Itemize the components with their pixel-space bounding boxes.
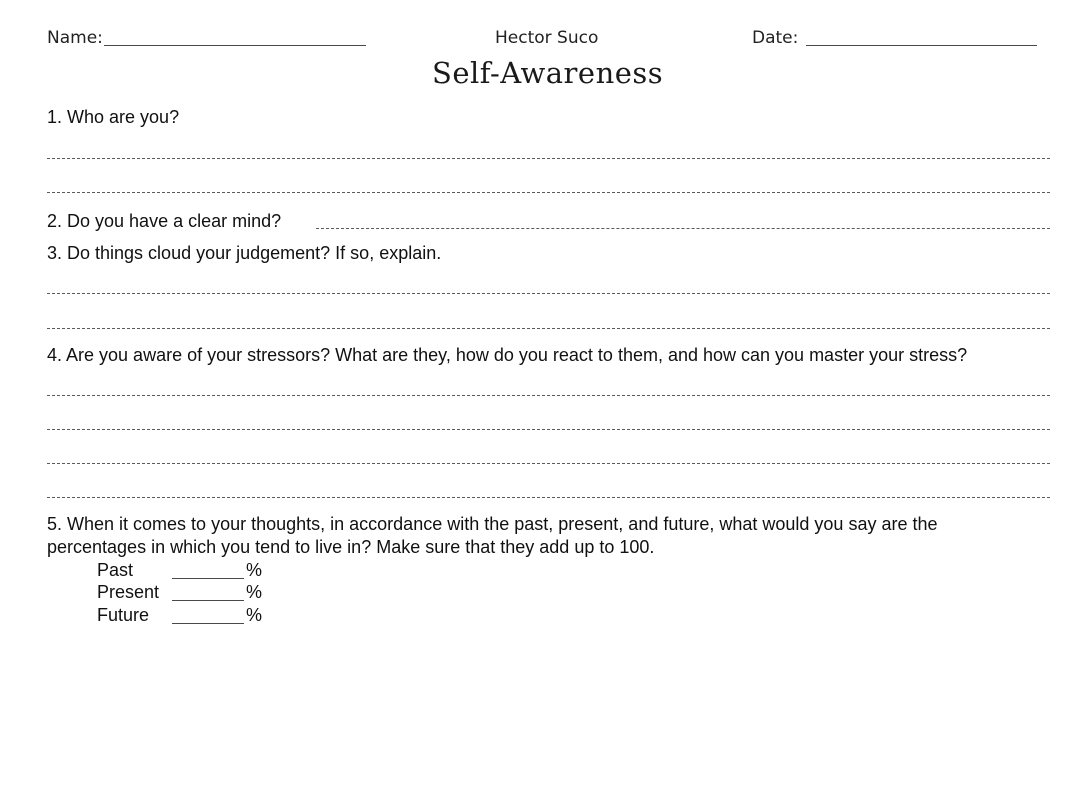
percent-label-future: Future — [97, 605, 150, 625]
percent-label-past: Past — [97, 560, 134, 580]
answer-line-q3-2[interactable] — [47, 328, 1050, 329]
percent-field-future[interactable] — [172, 623, 244, 624]
answer-line-q1-1[interactable] — [47, 158, 1050, 159]
answer-line-q1-2[interactable] — [47, 192, 1050, 193]
answer-line-q3-1[interactable] — [47, 293, 1050, 294]
question-4: 4. Are you aware of your stressors? What are they, how do you react to them, and how can you master your stress? — [47, 345, 968, 365]
question-1: 1. Who are you? — [47, 107, 180, 127]
percent-sign-present: % — [246, 582, 263, 602]
percent-field-past[interactable] — [172, 578, 244, 579]
answer-line-q4-2[interactable] — [47, 429, 1050, 430]
date-field[interactable] — [806, 45, 1037, 46]
percent-sign-future: % — [246, 605, 263, 625]
answer-line-q4-3[interactable] — [47, 463, 1050, 464]
author-name: Hector Suco — [495, 28, 599, 48]
answer-line-q4-4[interactable] — [47, 497, 1050, 498]
percent-label-present: Present — [97, 582, 160, 602]
question-2: 2. Do you have a clear mind? — [47, 211, 282, 231]
page-title: Self-Awareness — [432, 56, 664, 90]
percent-sign-past: % — [246, 560, 263, 580]
date-label: Date: — [752, 28, 799, 48]
answer-line-q2[interactable] — [316, 228, 1050, 229]
name-label: Name: — [47, 28, 103, 48]
question-3: 3. Do things cloud your judgement? If so, explain. — [47, 243, 442, 263]
answer-line-q4-1[interactable] — [47, 395, 1050, 396]
question-5: 5. When it comes to your thoughts, in accordance with the past, present, and future, what would you say are the percentages in which you tend to live in? Make sure that they add up to 100. — [47, 514, 938, 557]
percent-field-present[interactable] — [172, 600, 244, 601]
name-field[interactable] — [104, 45, 366, 46]
